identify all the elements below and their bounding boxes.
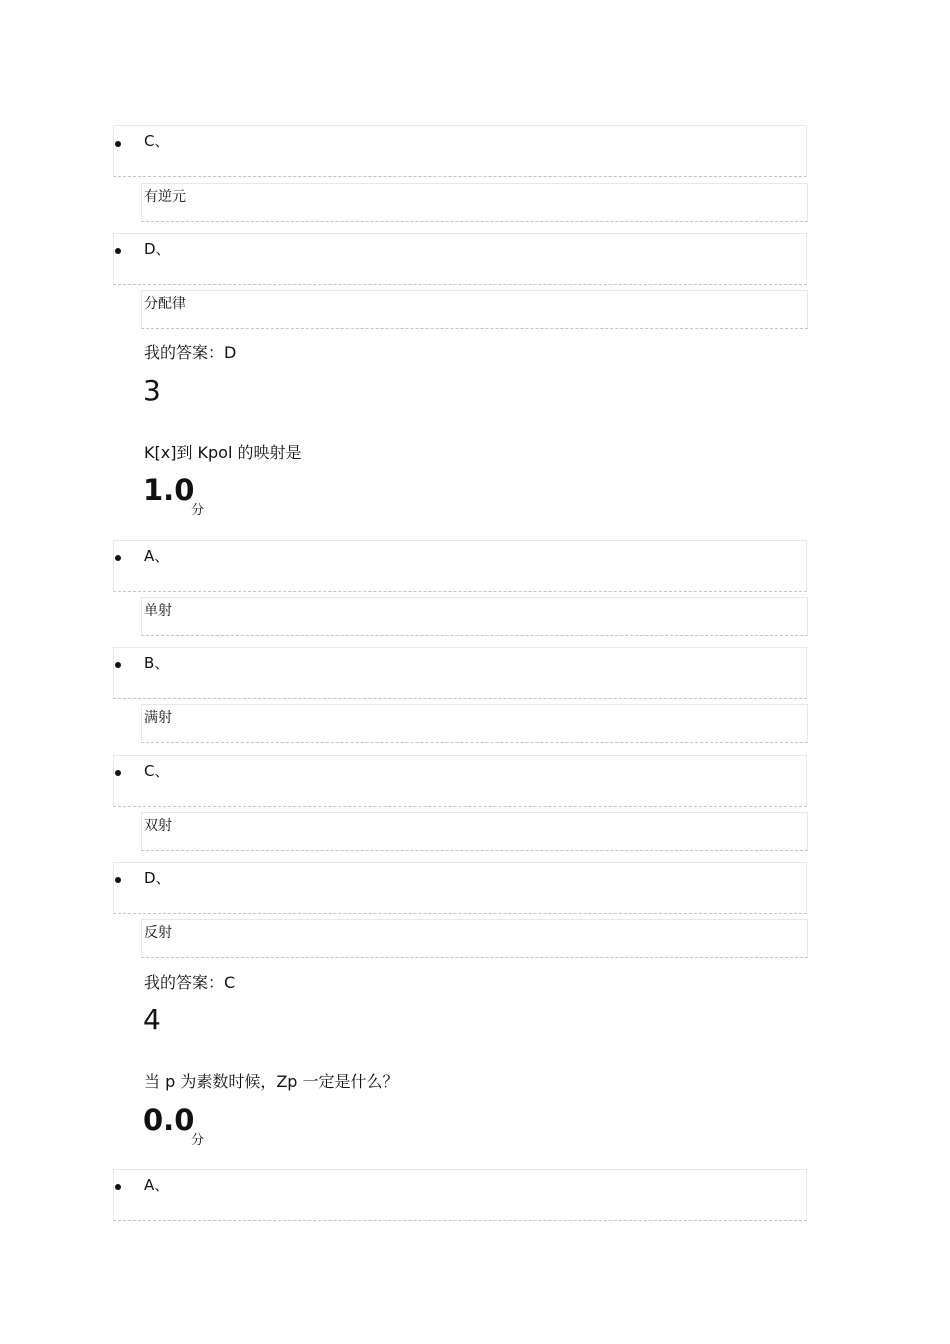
option-text-row bbox=[141, 597, 808, 636]
watermark-strip: ﾞﾞﾞﾞﾞﾞﾞﾞﾞﾞﾞﾞﾞﾞﾞﾞﾞﾞﾞﾞﾞﾞﾞﾞﾞﾞﾞﾞﾞﾞﾞﾞﾞﾞﾞﾞﾞﾞﾞﾞﾞﾞﾞﾞﾞﾞﾞﾞﾞﾞﾞﾞﾞﾞﾞﾞﾞﾞﾞﾞﾞﾞﾞﾞﾞﾞﾞﾞﾞﾞﾞﾞﾞﾞﾞﾞﾞﾞﾞﾞﾞﾞﾞﾞﾞﾞﾞﾞﾞﾞﾞﾞﾞﾞﾞﾞﾞﾞﾞﾞﾞﾞﾞﾞﾞﾞﾞﾞﾞﾞﾞﾞﾞﾞﾞﾞﾞﾞﾞﾞﾞﾞﾞﾞﾞﾞﾞﾞﾞﾞﾞﾞﾞﾞﾞﾞﾞﾞﾞﾞﾞﾞﾞﾞﾞﾞﾞﾞﾞﾞﾞﾞﾞﾞﾞﾞﾞﾞﾞﾞﾞﾞﾞﾞﾞﾞﾞﾞﾞﾞﾞﾞﾞﾞﾞﾞﾞﾞﾞﾞﾞﾞﾞﾞﾞﾞﾞﾞﾞﾞﾞﾞﾞﾞ bbox=[141, 634, 433, 638]
my-answer: 我的答案：C bbox=[144, 973, 236, 992]
option-row[interactable] bbox=[113, 647, 807, 699]
option-text: 满射 bbox=[144, 710, 172, 726]
question-text: K[x]到 Kpol 的映射是 bbox=[144, 443, 302, 462]
option-label: A、 bbox=[144, 1176, 170, 1194]
option-text: 双射 bbox=[144, 818, 172, 834]
bullet-icon bbox=[115, 877, 121, 883]
option-text-row bbox=[141, 290, 808, 329]
option-label: C、 bbox=[144, 132, 170, 150]
option-row[interactable] bbox=[113, 125, 807, 177]
watermark-strip: ﾞﾞﾞﾞﾞﾞﾞﾞﾞﾞﾞﾞﾞﾞﾞﾞﾞﾞﾞﾞﾞﾞﾞﾞﾞﾞﾞﾞﾞﾞﾞﾞﾞﾞﾞﾞﾞﾞﾞﾞﾞﾞﾞﾞﾞﾞﾞﾞﾞﾞﾞﾞﾞﾞﾞﾞﾞﾞﾞﾞﾞﾞﾞﾞﾞﾞﾞﾞﾞﾞﾞﾞﾞﾞﾞﾞﾞﾞﾞﾞﾞﾞﾞﾞﾞﾞﾞﾞﾞﾞﾞﾞﾞﾞﾞﾞﾞﾞﾞﾞﾞﾞﾞﾞﾞﾞﾞﾞﾞﾞﾞﾞﾞﾞﾞﾞﾞﾞﾞﾞﾞﾞﾞﾞﾞﾞﾞﾞﾞﾞﾞﾞﾞﾞﾞﾞﾞﾞﾞﾞﾞﾞﾞﾞﾞﾞﾞﾞﾞﾞﾞﾞﾞﾞﾞﾞﾞﾞﾞﾞﾞﾞﾞﾞﾞﾞﾞﾞﾞﾞﾞﾞﾞﾞﾞﾞﾞﾞﾞﾞﾞﾞﾞﾞﾞﾞﾞﾞﾞﾞﾞﾞﾞﾞﾞﾞﾞﾞﾞﾞﾞﾞ bbox=[113, 697, 417, 701]
bullet-icon bbox=[115, 555, 121, 561]
bullet-icon bbox=[115, 770, 121, 776]
score-unit: 分 bbox=[191, 503, 205, 518]
option-text-row bbox=[141, 919, 808, 958]
option-text: 分配律 bbox=[144, 296, 186, 312]
bullet-icon bbox=[115, 141, 121, 147]
option-text: 有逆元 bbox=[144, 189, 186, 205]
question-score: 1.0 bbox=[143, 473, 195, 507]
question-number: 3 bbox=[143, 374, 161, 407]
option-row[interactable] bbox=[113, 540, 807, 592]
my-answer: 我的答案：D bbox=[144, 343, 237, 362]
option-label: C、 bbox=[144, 762, 170, 780]
bullet-icon bbox=[115, 248, 121, 254]
question-text: 当 p 为素数时候，Zp 一定是什么？ bbox=[144, 1072, 399, 1091]
option-text-row bbox=[141, 183, 808, 222]
option-label: A、 bbox=[144, 547, 170, 565]
option-row[interactable] bbox=[113, 862, 807, 914]
option-label: D、 bbox=[144, 240, 171, 258]
option-label: B、 bbox=[144, 654, 170, 672]
bullet-icon bbox=[115, 662, 121, 668]
option-text-row bbox=[141, 704, 808, 743]
option-text-row bbox=[141, 812, 808, 851]
option-row[interactable] bbox=[113, 1169, 807, 1221]
option-text: 反射 bbox=[144, 925, 172, 941]
option-row[interactable] bbox=[113, 233, 807, 285]
option-label: D、 bbox=[144, 869, 171, 887]
question-score: 0.0 bbox=[143, 1103, 195, 1137]
option-text: 单射 bbox=[144, 603, 172, 619]
option-row[interactable] bbox=[113, 755, 807, 807]
bullet-icon bbox=[115, 1184, 121, 1190]
question-number: 4 bbox=[143, 1003, 161, 1036]
score-unit: 分 bbox=[191, 1133, 205, 1148]
